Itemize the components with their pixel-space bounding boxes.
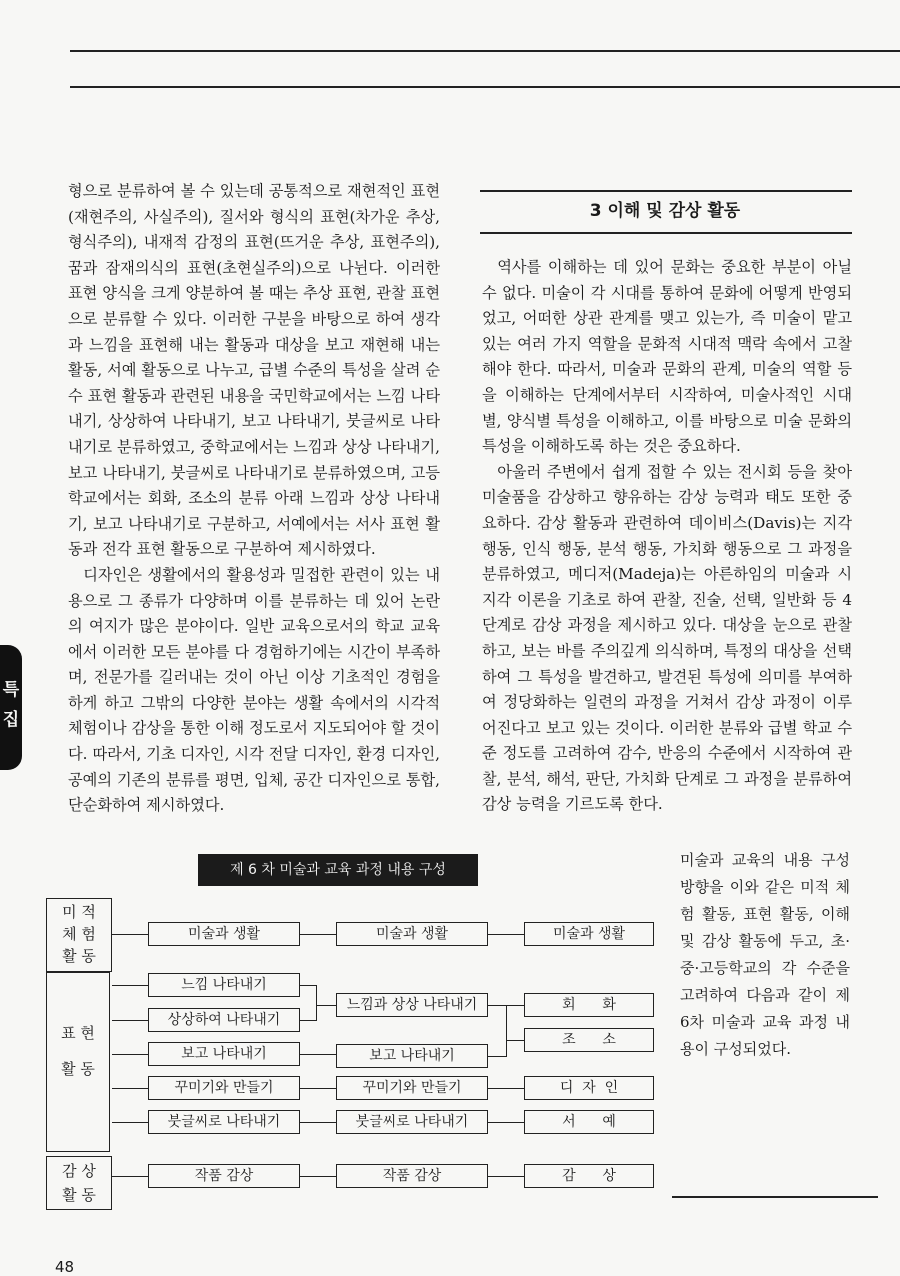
elementary-item-1: 미술과 생활 xyxy=(148,922,300,946)
category-aesthetic-line3: 활 동 xyxy=(62,947,96,965)
section-rule-top xyxy=(480,190,852,192)
curriculum-diagram xyxy=(40,850,680,1210)
high-item-5: 서 예 xyxy=(524,1110,654,1134)
category-expression xyxy=(46,972,110,1152)
connector-line xyxy=(316,985,317,1021)
connector-line xyxy=(488,1122,524,1123)
connector-line xyxy=(300,1020,316,1021)
high-item-4: 디 자 인 xyxy=(524,1076,654,1100)
category-expression-line1: 표 현 xyxy=(61,1024,95,1042)
top-rule-1 xyxy=(70,50,900,52)
high-item-1: 미술과 생활 xyxy=(524,922,654,946)
high-item-3: 조 소 xyxy=(524,1028,654,1052)
elementary-item-7: 작품 감상 xyxy=(148,1164,300,1188)
connector-line xyxy=(300,1054,336,1055)
section-title: 3 이해 및 감상 활동 xyxy=(589,201,741,221)
elementary-item-4: 보고 나타내기 xyxy=(148,1042,300,1066)
middle-item-5: 붓글씨로 나타내기 xyxy=(336,1110,488,1134)
side-text: 미술과 교육의 내용 구성 방향을 이와 같은 미적 체험 활동, 표현 활동, 이해 및 감상 활동에 두고, 초·중·고등학교의 각 수준을 고려하여 다음과 같이 제 6차 미술과 교육 과정 내용이 구성되었다. xyxy=(680,851,850,1058)
connector-line xyxy=(112,1020,148,1021)
connector-line xyxy=(488,1056,507,1057)
section-tab-label: 특집 xyxy=(2,680,20,730)
page-number: 48 xyxy=(55,1258,75,1276)
right-paragraph-1: 역사를 이해하는 데 있어 문화는 중요한 부분이 아닐 수 없다. 미술이 각 시대를 통하여 문화에 어떻게 반영되었고, 어떠한 상관 관계를 맺고 있는가, 즉 미술이 맡고 있는 여러 가지 역할을 문화적 시대적 맥락 속에서 고찰해야 한다. 따라서, 미술과 문화의 관계, 미술의 역할 등을 이해하는 단계에서부터 시작하여, 미술사적인 시대별, 양식별 특성을 이해하고, 이를 바탕으로 미술 문화의 특성을 이해하도록 하는 것은 중요하다. xyxy=(482,258,852,456)
left-paragraph-2: 디자인은 생활에서의 활용성과 밀접한 관련이 있는 내용으로 그 종류가 다양하며 이를 분류하는 데 있어 논란의 여지가 많은 분야이다. 일반 교육으로서의 학교 교육에서 이러한 모든 분야를 다 경험하기에는 시간이 부족하며, 전문가를 길러내는 것이 아닌 이상 기초적인 경험을 하게 하고 그밖의 다양한 분야는 생활 속에서의 시각적 체험이나 감상을 통한 이해 정도로서 지도되어야 할 것이다. 따라서, 기초 디자인, 시각 전달 디자인, 환경 디자인, 공예의 기존의 분류를 평면, 입체, 공간 디자인으로 통합, 단순화하여 제시하였다. xyxy=(68,565,440,815)
connector-line xyxy=(300,1088,336,1089)
middle-item-4: 꾸미기와 만들기 xyxy=(336,1076,488,1100)
connector-line xyxy=(488,1088,524,1089)
right-paragraph-2: 아울러 주변에서 쉽게 접할 수 있는 전시회 등을 찾아 미술품을 감상하고 향유하는 감상 능력과 태도 또한 중요하다. 감상 활동과 관련하여 데이비스(Davis)는 지각 행동, 인식 행동, 분석 행동, 가치화 행동으로 그 과정을 분류하였고, 메디저(Madeja)는 아른하임의 미술과 시지각 이론을 기초로 하여 관찰, 진술, 선택, 일반화 등 4단계로 감상 과정을 제시하고 있다. 대상을 눈으로 관찰하고, 보는 바를 주의깊게 의식하며, 특정의 대상을 선택하여 그 특성을 발견하고, 발견된 특성에 의미를 부여하여 정당화하는 일련의 과정을 거쳐서 감상 과정이 이루어진다고 보고 있는 것이다. 이러한 분류와 급별 학교 수준 정도를 고려하여 감수, 반응의 수준에서 시작하여 관찰, 분석, 해석, 판단, 가치화 단계로 그 과정을 분류하여 감상 능력을 기르도록 한다. xyxy=(482,462,852,814)
elementary-item-5: 꾸미기와 만들기 xyxy=(148,1076,300,1100)
right-column xyxy=(482,255,852,818)
connector-line xyxy=(112,1088,148,1089)
category-aesthetic-line2: 체 험 xyxy=(62,925,96,943)
connector-line xyxy=(506,1005,507,1057)
category-appreciation-line1: 감 상 xyxy=(62,1162,96,1180)
category-appreciation xyxy=(46,1156,112,1210)
left-paragraph-1: 형으로 분류하여 볼 수 있는데 공통적으로 재현적인 표현(재현주의, 사실주의), 질서와 형식의 표현(차가운 추상, 형식주의), 내재적 감정의 표현(뜨거운 추상, 표현주의), 꿈과 잠재의식의 표현(초현실주의)으로 나뉜다. 이러한 표현 양식을 크게 양분하여 볼 때는 추상 표현, 관찰 표현으로 분류할 수 있다. 이러한 구분을 바탕으로 하여 생각과 느낌을 표현해 내는 활동과 대상을 보고 재현해 내는 활동, 서예 활동으로 나누고, 급별 수준의 특성을 살려 순수 표현 활동과 관련된 내용을 국민학교에서는 느낌 나타내기, 상상하여 나타내기, 보고 나타내기, 붓글씨로 나타내기로 분류하였고, 중학교에서는 느낌과 상상 나타내기, 보고 나타내기, 붓글씨로 나타내기로 분류하였으며, 고등학교에서는 회화, 조소의 분류 아래 느낌과 상상 나타내기, 보고 나타내기로 구분하고, 서예에서는 서사 표현 활동과 전각 표현 활동으로 구분하여 제시하였다. xyxy=(68,182,440,559)
section-rule-bottom xyxy=(480,232,852,234)
middle-item-6: 작품 감상 xyxy=(336,1164,488,1188)
connector-line xyxy=(300,1122,336,1123)
bottom-rule xyxy=(672,1196,878,1198)
top-rule-2 xyxy=(70,86,900,88)
high-item-6: 감 상 xyxy=(524,1164,654,1188)
connector-line xyxy=(112,1176,148,1177)
category-appreciation-line2: 활 동 xyxy=(62,1186,96,1204)
connector-line xyxy=(300,1176,336,1177)
connector-line xyxy=(112,1122,148,1123)
connector-line xyxy=(506,1040,524,1041)
diagram-title: 제 6 차 미술과 교육 과정 내용 구성 xyxy=(198,854,478,886)
elementary-item-2: 느낌 나타내기 xyxy=(148,973,300,997)
connector-line xyxy=(316,1005,336,1006)
elementary-item-6: 붓글씨로 나타내기 xyxy=(148,1110,300,1134)
high-item-2: 회 화 xyxy=(524,993,654,1017)
left-column xyxy=(68,179,440,819)
connector-line xyxy=(112,985,148,986)
connector-line xyxy=(488,934,524,935)
connector-line xyxy=(300,985,316,986)
middle-item-2: 느낌과 상상 나타내기 xyxy=(336,993,488,1017)
connector-line xyxy=(112,1054,148,1055)
elementary-item-3: 상상하여 나타내기 xyxy=(148,1008,300,1032)
connector-line xyxy=(112,934,148,935)
category-aesthetic-line1: 미 적 xyxy=(62,903,96,921)
connector-line xyxy=(300,934,336,935)
section-tab xyxy=(0,645,22,770)
connector-line xyxy=(488,1176,524,1177)
middle-item-1: 미술과 생활 xyxy=(336,922,488,946)
category-aesthetic xyxy=(46,898,112,972)
category-expression-line2: 활 동 xyxy=(61,1060,95,1078)
middle-item-3: 보고 나타내기 xyxy=(336,1044,488,1068)
